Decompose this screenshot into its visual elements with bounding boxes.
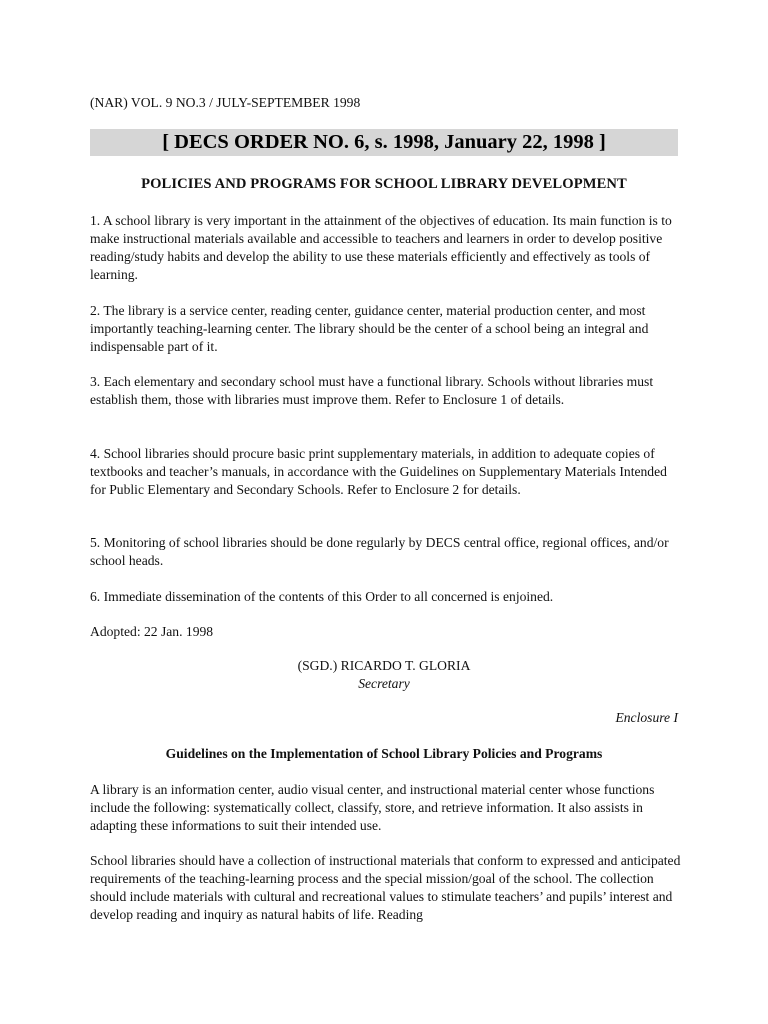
guidelines-heading: Guidelines on the Implementation of School Library Policies and Programs bbox=[165, 746, 603, 761]
signatory-name: (SGD.) RICARDO T. GLORIA bbox=[297, 658, 471, 673]
paragraph-6: 6. Immediate dissemination of the contents of this Order to all concerned is enjoined. bbox=[90, 589, 554, 604]
guidelines-paragraph-2: School libraries should have a collection of instructional materials that conform to expressed and anticipated requirements of the teaching-learning process and the special mission/goal of the school. The collection should include materials with cultural and recreational values to stimulate teachers’ and pupils’ interest and develop reading and inquiry as natural habits of life. Reading bbox=[90, 853, 681, 922]
paragraph-2: 2. The library is a service center, reading center, guidance center, material production center, and most importantly teaching-learning center. The library should be the center of a school being an integral and indispensable part of it. bbox=[90, 303, 649, 354]
adopted-date: Adopted: 22 Jan. 1998 bbox=[90, 624, 214, 639]
paragraph-4: 4. School libraries should procure basic print supplementary materials, in addition to adequate copies of textbooks and teacher’s manuals, in accordance with the Guidelines on Supplementary Materials Intended for Public Elementary and Secondary Schools. Refer to Enclosure 2 for details. bbox=[90, 446, 667, 497]
signatory-title: Secretary bbox=[358, 676, 410, 691]
order-heading: POLICIES AND PROGRAMS FOR SCHOOL LIBRARY DEVELOPMENT bbox=[141, 176, 627, 192]
guidelines-paragraph-1: A library is an information center, audio visual center, and instructional material center whose functions include the following: systematically collect, classify, store, and retrieve information. It also assists in adapting these informations to suit their intended use. bbox=[90, 782, 655, 833]
enclosure-label: Enclosure I bbox=[615, 710, 678, 725]
paragraph-3: 3. Each elementary and secondary school must have a functional library. Schools without libraries must establish them, those with libraries must improve them. Refer to Enclosure 1 of details. bbox=[90, 374, 654, 407]
source-citation: (NAR) VOL. 9 NO.3 / JULY-SEPTEMBER 1998 bbox=[90, 95, 361, 110]
order-title: [ DECS ORDER NO. 6, s. 1998, January 22, 1998 ] bbox=[162, 131, 606, 153]
title-banner bbox=[90, 129, 678, 156]
paragraph-1: 1. A school library is very important in the attainment of the objectives of education. Its main function is to make instructional materials available and accessible to teachers and learners in order to develop positive reading/study habits and develop the ability to use these materials efficiently and effectively as tools of learning. bbox=[90, 213, 672, 282]
paragraph-5: 5. Monitoring of school libraries should be done regularly by DECS central office, regional offices, and/or school heads. bbox=[90, 535, 669, 568]
